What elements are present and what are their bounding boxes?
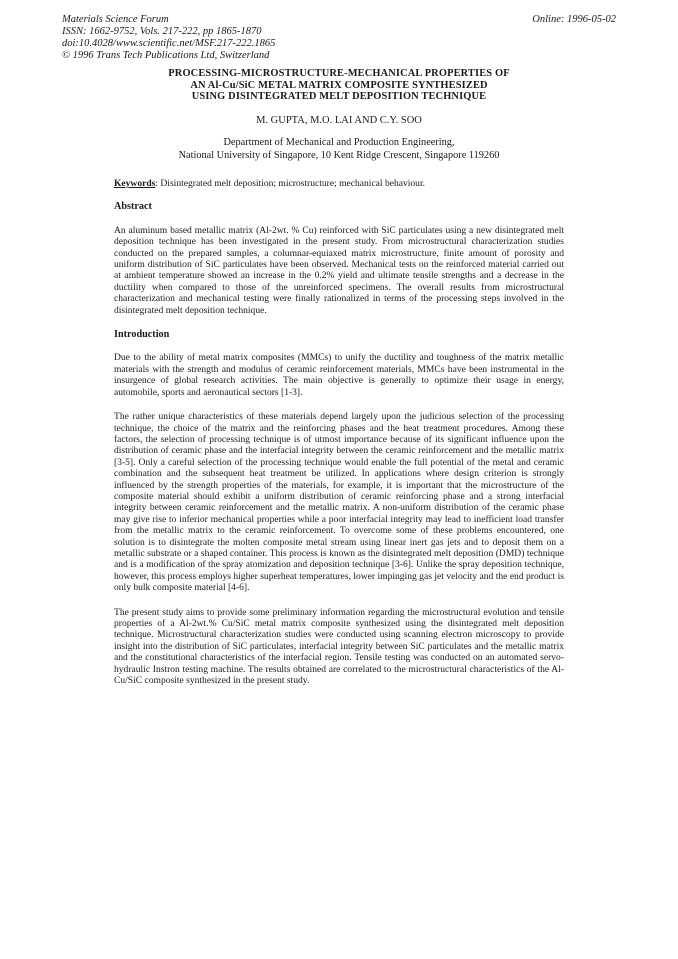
online-date: Online: 1996-05-02: [532, 14, 616, 25]
introduction-heading: Introduction: [114, 329, 170, 341]
affiliation-line-2: National University of Singapore, 10 Kent Ridge Crescent, Singapore 119260: [178, 149, 500, 161]
copyright-line: © 1996 Trans Tech Publications Ltd, Switzerland: [62, 50, 270, 61]
doi-line: doi:10.4028/www.scientific.net/MSF.217-222.1865: [62, 38, 276, 49]
keywords-text: : Disintegrated melt deposition; microstructure; mechanical behaviour.: [155, 178, 425, 189]
abstract-text: An aluminum based metallic matrix (Al-2wt. % Cu) reinforced with SiC particulates using a new disintegrated melt deposition technique has been investigated in the present study. From microstructural characterization studies conducted on the prepared samples, a columnar-equiaxed matrix microstructure, finite amount of porosity and uniform distribution of SiC particulates have been observed. Mechanical tests on the reinforced material carried out at ambient temperature showed an increase in the 0.2% yield and ultimate tensile strengths and a decrease in the ductility when compared to those of the unreinforced specimens. The overall results from microstructural characterization and mechanical testing were finally rationalized in terms of the processing steps involved in the disintegrated melt deposition technique.: [114, 224, 564, 316]
introduction-paragraph-1: Due to the ability of metal matrix composites (MMCs) to unify the ductility and toughness of the matrix metallic materials with the strength and modulus of ceramic reinforcement materials, MMCs have been instrumental in the insurgence of global research activities. The main objective is generally to optimize their usage in energy, automobile, sports and aeronautical sectors [1-3].: [114, 352, 564, 398]
affiliation-line-1: Department of Mechanical and Production Engineering,: [223, 137, 455, 148]
title-line-3: USING DISINTEGRATED MELT DEPOSITION TECHNIQUE: [191, 91, 487, 102]
abstract-heading: Abstract: [114, 201, 152, 213]
issn-line: ISSN: 1662-9752, Vols. 217-222, pp 1865-1870: [62, 26, 262, 37]
paper-body: [114, 178, 564, 699]
keywords-label: Keywords: [114, 178, 156, 189]
citation-header: [62, 14, 616, 62]
authors: M. GUPTA, M.O. LAI AND C.Y. SOO: [256, 115, 422, 126]
introduction-paragraph-2: The rather unique characteristics of these materials depend largely upon the judicious selection of the processing technique, the choice of the matrix and the reinforcing phases and the heat treatment procedures. Among these factors, the selection of processing technique is of utmost importance because of its significant influence upon the distribution of ceramic phase and the interfacial integrity between the ceramic reinforcement and the metallic matrix [3-5]. Only a careful selection of the processing technique would enable the full potential of the metal and ceramic combination and the subsequent heat treatment be utilized. In applications where design criterion is strongly influenced by the strength properties of the materials, for example, it is important that the microstructure of the composite material should exhibit a uniform distribution of ceramic reinforcing phase and a strong interfacial integrity between ceramic reinforcement and the metallic matrix. A non-uniform distribution of the ceramic phase may give rise to inferior mechanical properties while a poor interfacial integrity may lead to inefficient load transfer from the metallic matrix to the ceramic reinforcement. To overcome some of these problems encountered, one solution is to disintegrate the molten composite metal stream using linear inert gas jets and to deposit them on a metallic substrate or a shaped container. This process is known as the disintegrated melt deposition (DMD) technique and is a modification of the spray atomization and deposition technique [3-6]. Unlike the spray deposition technique, however, this process employs higher superheat temperatures, lower impinging gas jet velocity and the end product is only bulk composite material [4-6].: [114, 411, 564, 594]
paper-title: [90, 68, 588, 103]
keywords: [114, 178, 564, 189]
affiliation: [0, 137, 678, 162]
introduction-paragraph-3: The present study aims to provide some preliminary information regarding the microstructural evolution and tensile properties of a Al-2wt.% Cu/SiC metal matrix composite synthesized using the disintegrated melt deposition technique. Microstructural characterization studies were conducted using scanning electron microscopy to provide insight into the distribution of SiC particulates, interfacial integrity between SiC particulates and the metallic matrix and the constitutional characteristics of the interfacial region. Tensile testing was conducted on an automated servo-hydraulic Instron testing machine. The results obtained are correlated to the microstructural characteristics of the Al-Cu/SiC composite synthesized in the present study.: [114, 606, 564, 687]
title-line-1: PROCESSING-MICROSTRUCTURE-MECHANICAL PROPERTIES OF: [168, 68, 510, 79]
journal-name: Materials Science Forum: [62, 14, 169, 25]
title-line-2: AN Al-Cu/SiC METAL MATRIX COMPOSITE SYNTHESIZED: [190, 79, 488, 91]
